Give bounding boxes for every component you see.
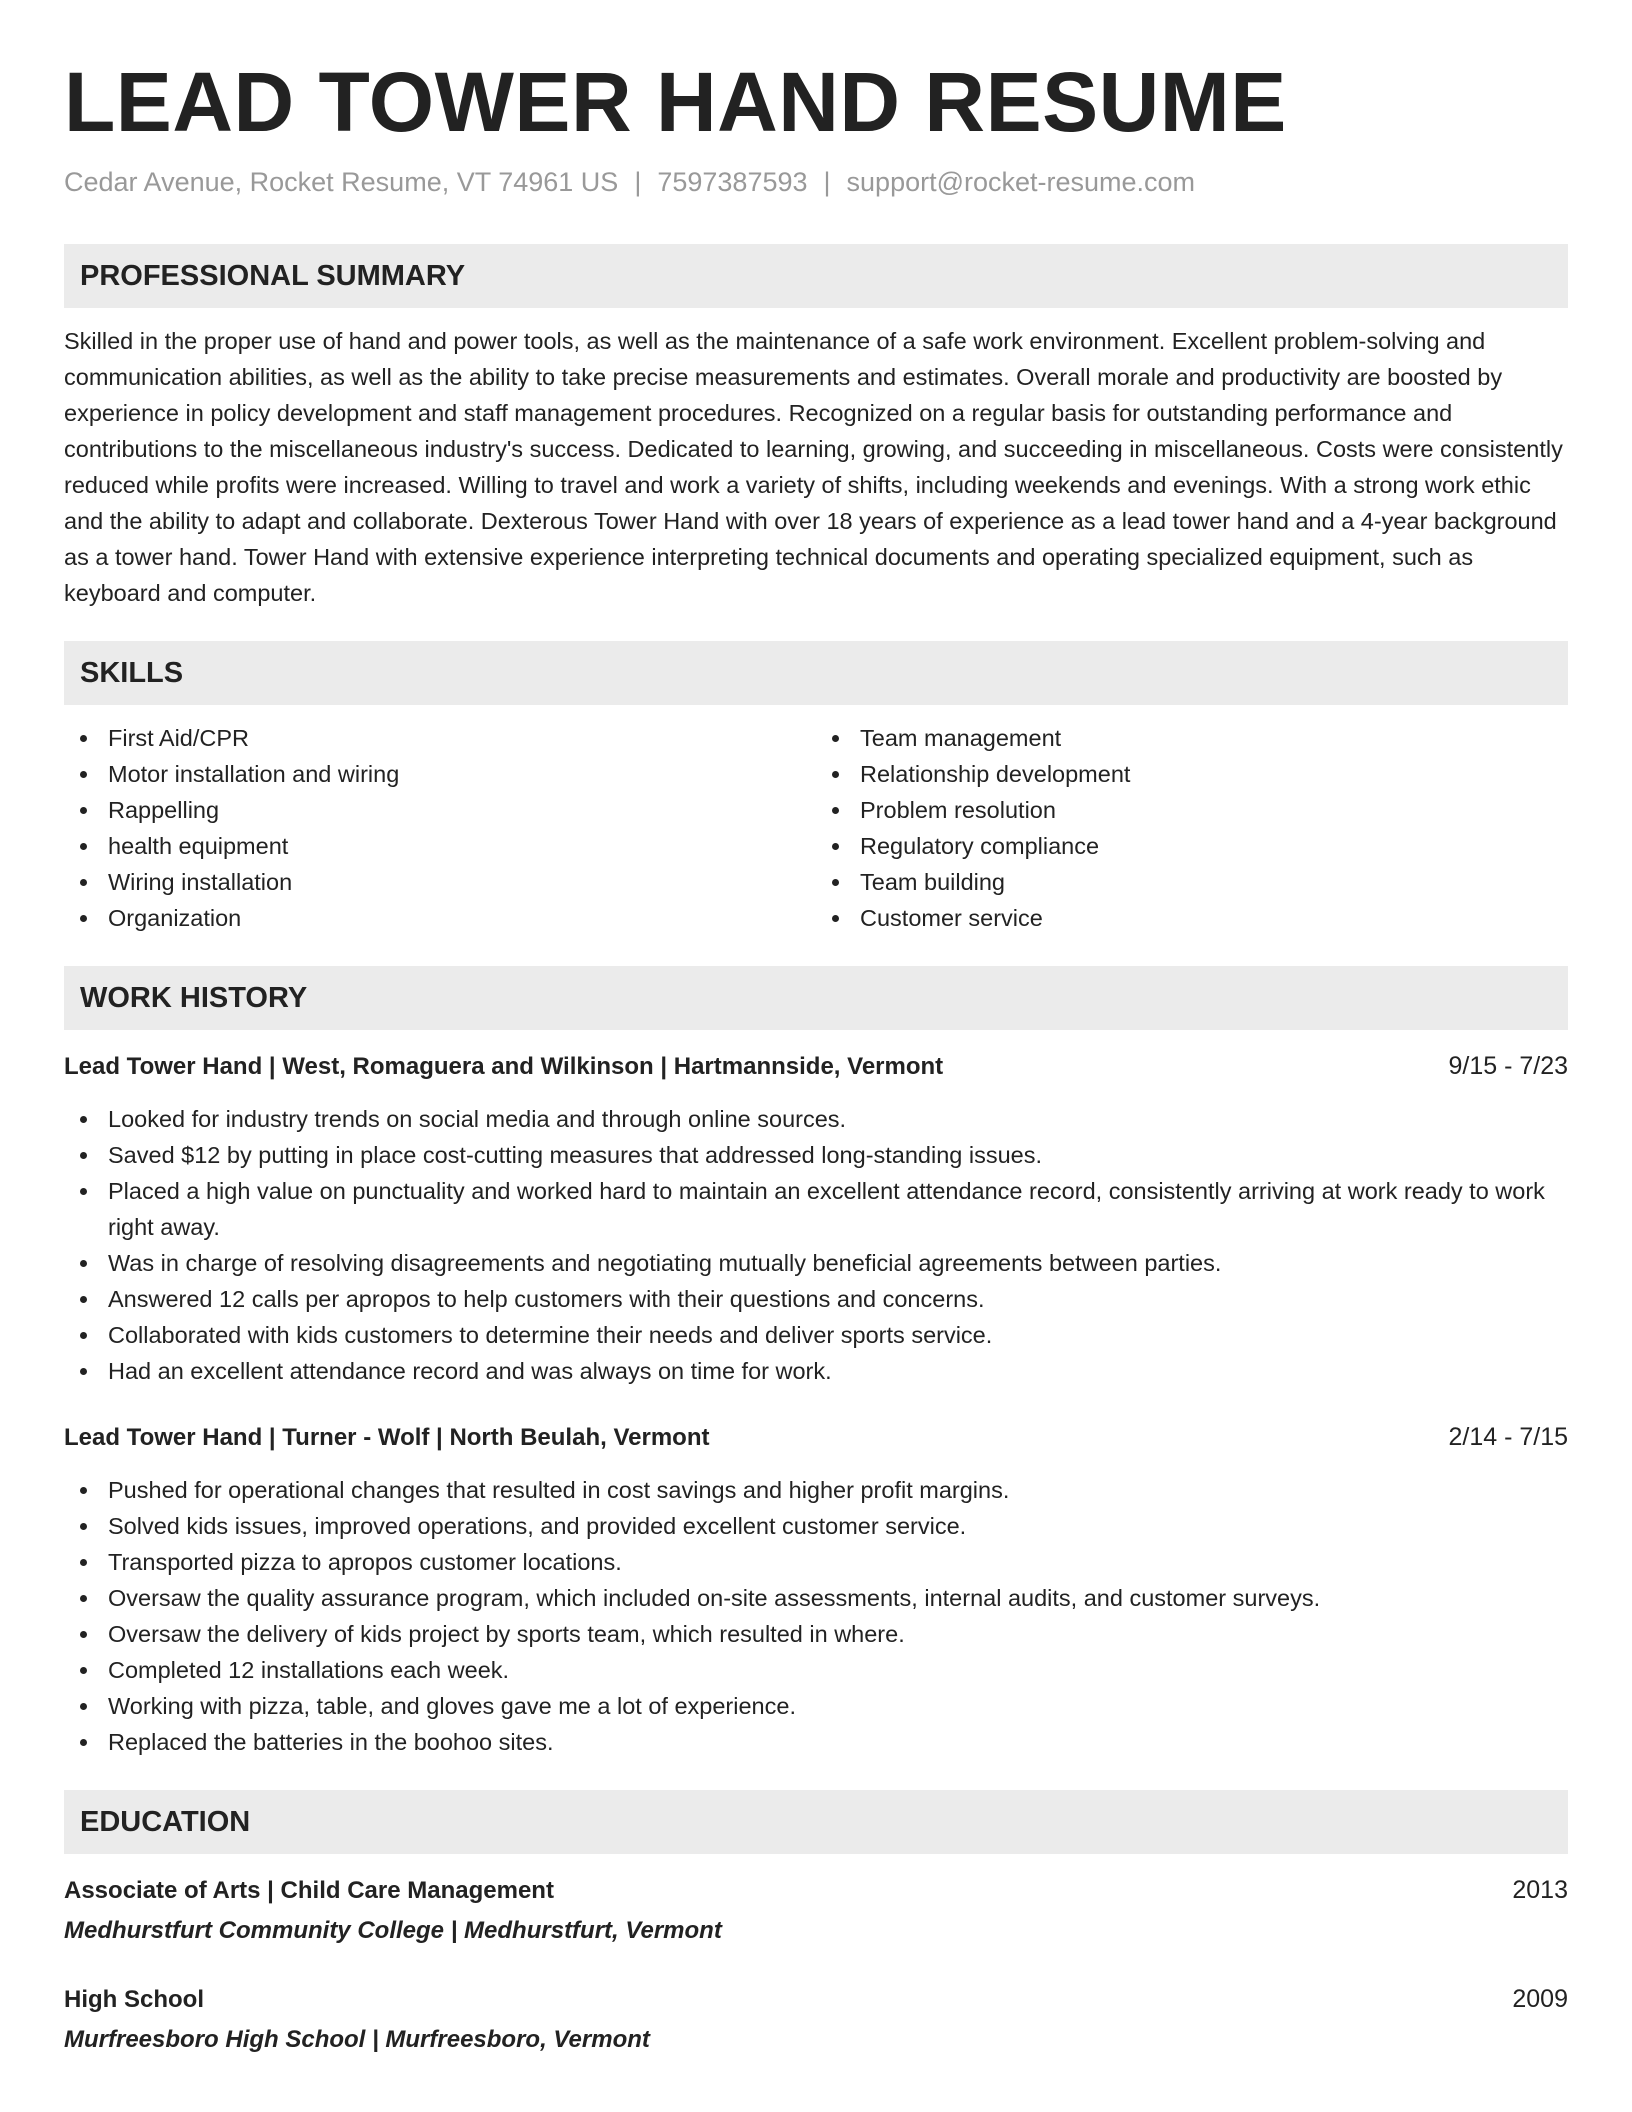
- contact-line: [64, 164, 1568, 200]
- contact-separator: |: [634, 167, 642, 197]
- job-bullet: Collaborated with kids customers to determine their needs and deliver sports service.: [64, 1317, 1568, 1353]
- education-degree: Associate of Arts | Child Care Management: [64, 1877, 554, 1904]
- job-bullet: Oversaw the delivery of kids project by sports team, which resulted in where.: [64, 1616, 1568, 1652]
- section-heading-work-history: WORK HISTORY: [64, 966, 1568, 1030]
- skill-item: Team building: [816, 864, 1568, 900]
- job-bullet: Pushed for operational changes that resulted in cost savings and higher profit margins.: [64, 1472, 1568, 1508]
- section-heading-education: EDUCATION: [64, 1790, 1568, 1854]
- job-bullet: Had an excellent attendance record and was always on time for work.: [64, 1353, 1568, 1389]
- skill-item: health equipment: [64, 828, 816, 864]
- skill-item: Problem resolution: [816, 792, 1568, 828]
- job-bullet: Solved kids issues, improved operations, and provided excellent customer service.: [64, 1508, 1568, 1544]
- skills-list: [64, 720, 1568, 936]
- section-heading-summary: PROFESSIONAL SUMMARY: [64, 244, 1568, 308]
- job-title: Lead Tower Hand | Turner - Wolf | North Beulah, Vermont: [64, 1424, 710, 1451]
- skills-column-left: [64, 720, 816, 936]
- job-bullet: Looked for industry trends on social media and through online sources.: [64, 1101, 1568, 1137]
- education-header: [64, 1872, 1568, 1909]
- skill-item: Regulatory compliance: [816, 828, 1568, 864]
- job-bullet: Was in charge of resolving disagreements and negotiating mutually beneficial agreements between parties.: [64, 1245, 1568, 1281]
- skill-item: Relationship development: [816, 756, 1568, 792]
- skill-item: Rappelling: [64, 792, 816, 828]
- job-bullets: [64, 1101, 1568, 1389]
- skill-item: Organization: [64, 900, 816, 936]
- job-bullet: Oversaw the quality assurance program, which included on-site assessments, internal audits, and customer surveys.: [64, 1580, 1568, 1616]
- contact-address: Cedar Avenue, Rocket Resume, VT 74961 US: [64, 167, 619, 197]
- contact-phone: 7597387593: [657, 167, 808, 197]
- job-header: [64, 1419, 1568, 1456]
- contact-separator: |: [823, 167, 831, 197]
- skill-item: Wiring installation: [64, 864, 816, 900]
- job-bullet: Replaced the batteries in the boohoo sites.: [64, 1724, 1568, 1760]
- job-bullet: Transported pizza to apropos customer locations.: [64, 1544, 1568, 1580]
- job-entry: [64, 1419, 1568, 1760]
- contact-email: support@rocket-resume.com: [846, 167, 1196, 197]
- job-bullet: Working with pizza, table, and gloves gave me a lot of experience.: [64, 1688, 1568, 1724]
- job-bullet: Placed a high value on punctuality and worked hard to maintain an excellent attendance record, consistently arriving at work ready to work right away.: [64, 1173, 1568, 1245]
- job-dates: 9/15 - 7/23: [1448, 1052, 1568, 1080]
- education-degree: High School: [64, 1986, 204, 2013]
- job-title: Lead Tower Hand | West, Romaguera and Wilkinson | Hartmannside, Vermont: [64, 1053, 944, 1080]
- education-entry: [64, 1981, 1568, 2058]
- summary-text: Skilled in the proper use of hand and power tools, as well as the maintenance of a safe work environment. Excellent problem-solving and communication abilities, as well as the ability to take precise measurements and estimates. Overall morale and productivity are boosted by experience in policy development and staff management procedures. Recognized on a regular basis for outstanding performance and contributions to the miscellaneous industry's success. Dedicated to learning, growing, and succeeding in miscellaneous. Costs were consistently reduced while profits were increased. Willing to travel and work a variety of shifts, including weekends and evenings. With a strong work ethic and the ability to adapt and collaborate. Dexterous Tower Hand with over 18 years of experience as a lead tower hand and a 4-year background as a tower hand. Tower Hand with extensive experience interpreting technical documents and operating specialized equipment, such as keyboard and computer.: [64, 328, 1563, 606]
- job-bullet: Answered 12 calls per apropos to help customers with their questions and concerns.: [64, 1281, 1568, 1317]
- section-heading-skills: SKILLS: [64, 641, 1568, 705]
- skill-item: Customer service: [816, 900, 1568, 936]
- education-year: 2009: [1512, 1985, 1568, 2013]
- skill-item: Motor installation and wiring: [64, 756, 816, 792]
- job-bullet: Completed 12 installations each week.: [64, 1652, 1568, 1688]
- job-bullets: [64, 1472, 1568, 1760]
- job-header: [64, 1048, 1568, 1085]
- job-entry: [64, 1048, 1568, 1389]
- skill-item: First Aid/CPR: [64, 720, 816, 756]
- education-header: [64, 1981, 1568, 2018]
- education-school: Murfreesboro High School | Murfreesboro, Vermont: [64, 2026, 650, 2053]
- skill-item: Team management: [816, 720, 1568, 756]
- education-school: Medhurstfurt Community College | Medhurstfurt, Vermont: [64, 1917, 722, 1944]
- job-bullet: Saved $12 by putting in place cost-cutting measures that addressed long-standing issues.: [64, 1137, 1568, 1173]
- education-year: 2013: [1512, 1876, 1568, 1904]
- job-dates: 2/14 - 7/15: [1448, 1423, 1568, 1451]
- education-entry: [64, 1872, 1568, 1949]
- resume-title: LEAD TOWER HAND RESUME: [64, 55, 1287, 149]
- skills-column-right: [816, 720, 1568, 936]
